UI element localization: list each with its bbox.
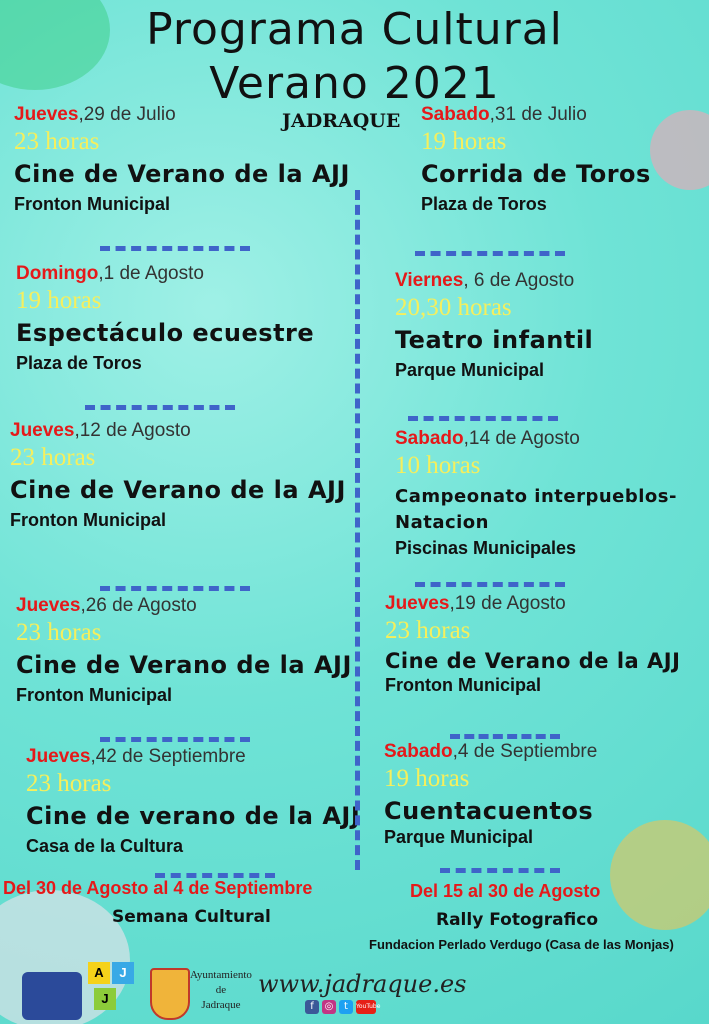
event-day: Jueves <box>14 104 79 125</box>
event-name: Corrida de Toros <box>421 160 651 188</box>
divider <box>415 251 565 256</box>
event-name: Cine de Verano de la AJJ <box>385 649 681 673</box>
center-divider <box>355 190 360 870</box>
event-time: 19 horas <box>384 765 470 792</box>
website-link[interactable]: www.jadraque.es <box>258 970 467 998</box>
semana-cultural-dates: Del 30 de Agosto al 4 de Septiembre <box>3 878 313 898</box>
event-left-4 <box>16 595 352 706</box>
event-left-5 <box>26 746 360 857</box>
event-day: Jueves <box>26 746 91 767</box>
divider <box>100 246 250 251</box>
event-date: ,31 de Julio <box>489 104 587 125</box>
club-logo <box>22 972 82 1020</box>
title-line-2: Verano 2021 <box>209 58 500 109</box>
event-place: Piscinas Municipales <box>395 538 577 558</box>
event-left-1 <box>14 104 350 215</box>
event-date: ,19 de Agosto <box>449 593 566 614</box>
event-date: ,14 de Agosto <box>463 428 580 449</box>
divider <box>415 582 565 587</box>
ayuntamiento-line-3: Jadraque <box>201 999 241 1011</box>
event-place: Plaza de Toros <box>16 353 142 373</box>
event-right-5 <box>384 741 597 848</box>
event-right-4 <box>385 593 680 696</box>
divider <box>440 868 560 873</box>
event-day: Jueves <box>10 420 75 441</box>
event-name: Cine de Verano de la AJJ <box>10 476 346 504</box>
event-day: Sabado <box>395 428 464 449</box>
event-date: , 6 de Agosto <box>463 270 575 291</box>
facebook-icon[interactable]: f <box>305 1000 319 1014</box>
event-day: Jueves <box>16 595 81 616</box>
event-name: Espectáculo ecuestre <box>16 319 315 347</box>
ayuntamiento-label <box>190 968 252 1013</box>
event-time: 23 horas <box>14 128 100 155</box>
event-date: ,12 de Agosto <box>74 420 191 441</box>
rally-location: Fundacion Perlado Verdugo (Casa de las Monjas) <box>369 937 674 952</box>
event-place: Fronton Municipal <box>385 675 541 695</box>
event-day: Sabado <box>421 104 490 125</box>
event-day: Viernes <box>395 270 464 291</box>
event-date: ,42 de Septiembre <box>90 746 246 767</box>
event-date: ,26 de Agosto <box>80 595 197 616</box>
event-day: Jueves <box>385 593 450 614</box>
event-name: Cine de Verano de la AJJ <box>16 651 352 679</box>
event-time: 23 horas <box>385 617 471 644</box>
event-name: Campeonato interpueblos-Natacion <box>395 486 677 533</box>
logo-letter-j: J <box>94 988 116 1010</box>
divider <box>85 405 235 410</box>
event-place: Fronton Municipal <box>16 685 172 705</box>
decoration-flower-bottom-right <box>610 820 709 930</box>
event-name: Cine de Verano de la AJJ <box>14 160 350 188</box>
event-time: 20,30 horas <box>395 294 512 321</box>
event-time: 19 horas <box>421 128 507 155</box>
event-left-3 <box>10 420 346 531</box>
event-place: Fronton Municipal <box>10 510 166 530</box>
event-right-3 <box>395 428 685 559</box>
rally-dates: Del 15 al 30 de Agosto <box>410 881 601 901</box>
rally-title: Rally Fotografico <box>436 910 599 930</box>
event-right-2 <box>395 270 593 381</box>
event-date: ,1 de Agosto <box>98 263 204 284</box>
title-line-1: Programa Cultural <box>146 4 563 55</box>
divider <box>408 416 558 421</box>
event-day: Sabado <box>384 741 453 762</box>
youtube-icon[interactable]: YouTube <box>356 1000 376 1014</box>
ayuntamiento-line-1: Ayuntamiento <box>190 969 252 981</box>
town-name: JADRAQUE <box>282 110 401 132</box>
ajj-logo <box>88 960 138 1020</box>
event-name: Teatro infantil <box>395 326 594 354</box>
event-time: 10 horas <box>395 452 481 479</box>
decoration-flower-top-right <box>650 110 709 190</box>
divider <box>450 734 560 739</box>
event-date: ,29 de Julio <box>78 104 176 125</box>
event-day: Domingo <box>16 263 99 284</box>
semana-cultural-title: Semana Cultural <box>112 907 271 927</box>
event-left-2 <box>16 263 314 374</box>
event-place: Fronton Municipal <box>14 194 170 214</box>
event-time: 23 horas <box>16 619 102 646</box>
coat-of-arms-logo <box>150 968 190 1020</box>
event-name: Cine de verano de la AJJ <box>26 802 361 830</box>
ayuntamiento-line-2: de <box>215 984 227 996</box>
event-name: Cuentacuentos <box>384 797 594 825</box>
event-place: Casa de la Cultura <box>26 836 184 856</box>
divider <box>100 737 250 742</box>
event-place: Plaza de Toros <box>421 194 547 214</box>
twitter-icon[interactable]: t <box>339 1000 353 1014</box>
event-time: 19 horas <box>16 287 102 314</box>
divider <box>100 586 250 591</box>
event-date: ,4 de Septiembre <box>452 741 598 762</box>
event-time: 23 horas <box>26 770 112 797</box>
event-time: 23 horas <box>10 444 96 471</box>
instagram-icon[interactable]: ◎ <box>322 1000 336 1014</box>
event-place: Parque Municipal <box>395 360 545 380</box>
event-place: Parque Municipal <box>384 827 534 847</box>
logo-letter-a: A <box>88 962 110 984</box>
logo-letter-j: J <box>112 962 134 984</box>
event-right-1 <box>421 104 651 215</box>
